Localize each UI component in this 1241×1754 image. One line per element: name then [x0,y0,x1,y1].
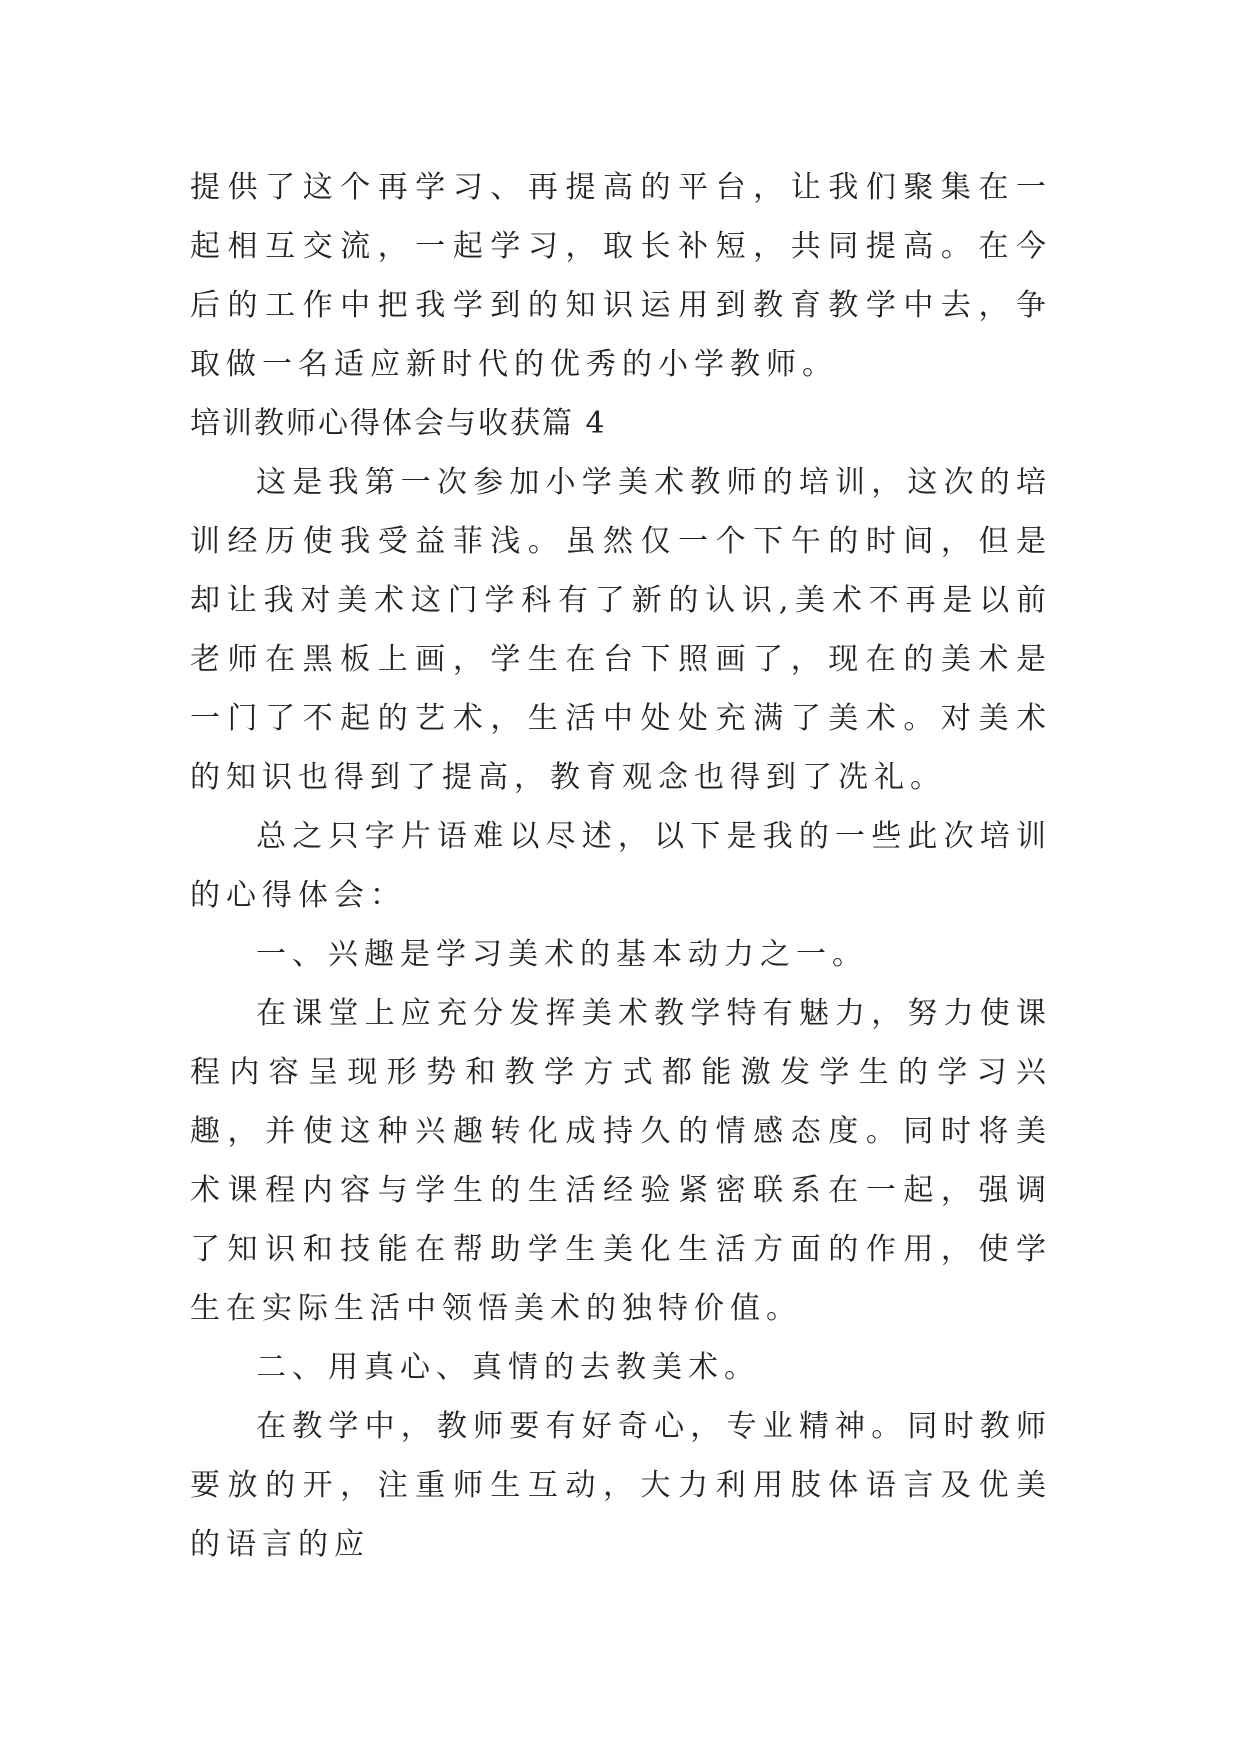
paragraph-2: 总之只字片语难以尽述，以下是我的一些此次培训的心得体会： [190,819,1052,913]
paragraph-6: 在教学中，教师要有好奇心，专业精神。同时教师要放的开，注重师生互动，大力利用肢体语言及优美的语言的应 [190,1409,1052,1562]
paragraph-4: 在课堂上应充分发挥美术教学特有魅力，努力使课程内容呈现形势和教学方式都能激发学生的学习兴趣，并使这种兴趣转化成持久的情感态度。同时将美术课程内容与学生的生活经验紧密联系在一起，强调了知识和技能在帮助学生美化生活方面的作用，使学生在实际生活中领悟美术的独特价值。 [190,996,1052,1326]
paragraph-5: 二、用真心、真情的去教美术。 [256,1350,760,1385]
intro-paragraph: 提供了这个再学习、再提高的平台，让我们聚集在一起相互交流，一起学习，取长补短，共同提高。在今后的工作中把我学到的知识运用到教育教学中去，争取做一名适应新时代的优秀的小学教师。 [190,170,1052,382]
paragraph-3: 一、兴趣是学习美术的基本动力之一。 [256,937,868,972]
section-title: 培训教师心得体会与收获篇 4 [190,406,607,441]
document-page [190,158,1052,1574]
paragraph-1: 这是我第一次参加小学美术教师的培训，这次的培训经历使我受益菲浅。虽然仅一个下午的时间，但是却让我对美术这门学科有了新的认识,美术不再是以前老师在黑板上画，学生在台下照画了，现在的美术是一门了不起的艺术，生活中处处充满了美术。对美术的知识也得到了提高，教育观念也得到了冼礼。 [190,465,1052,795]
